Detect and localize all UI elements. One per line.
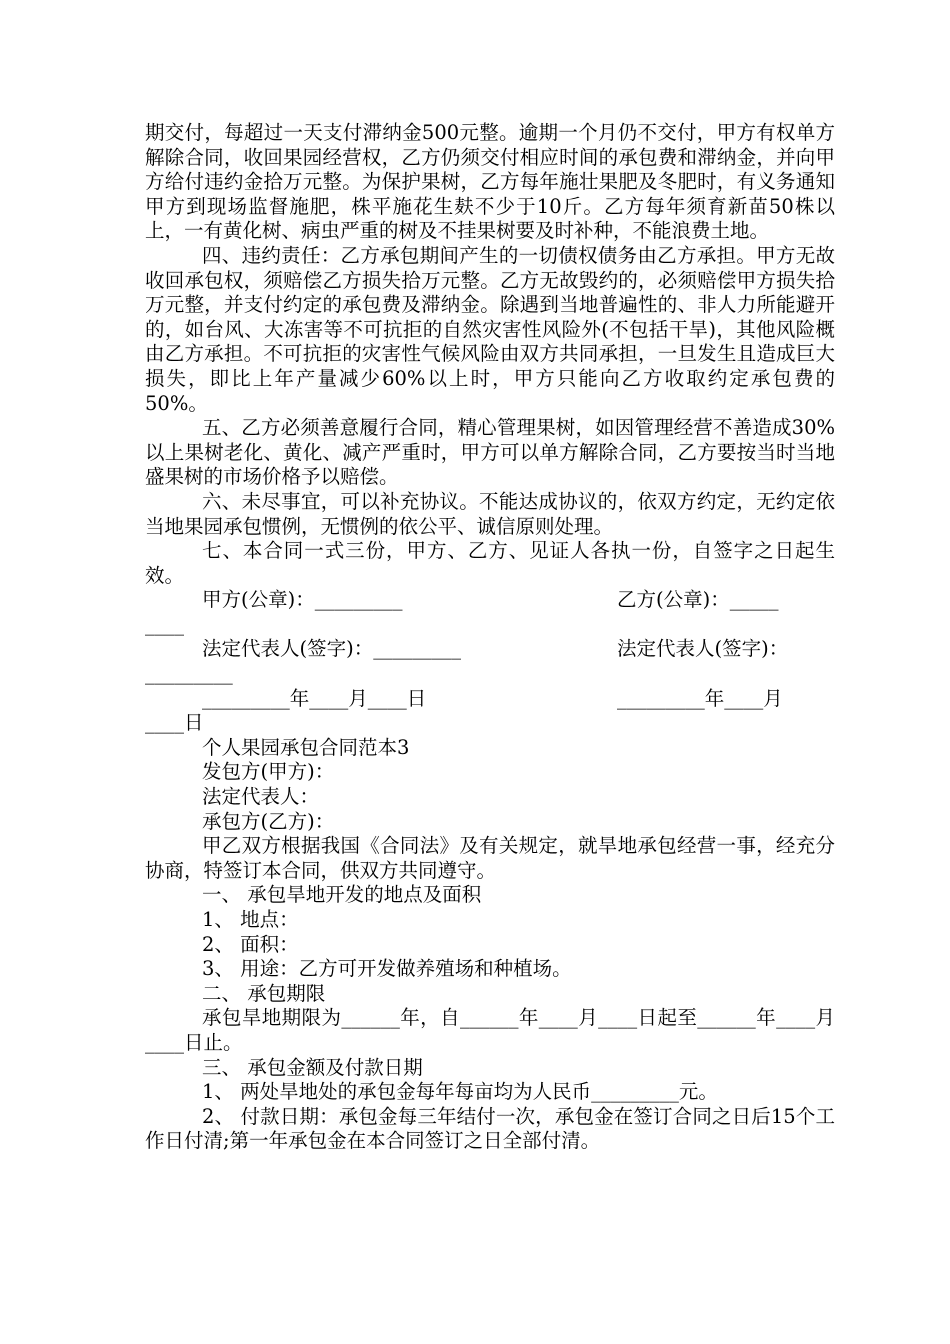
paragraph-p4: 四、违约责任：乙方承包期间产生的一切债权债务由乙方承担。甲方无故收回承包权，须赔偿乙方损失拾万元整。乙方无故毁约的，必须赔偿甲方损失拾万元整，并支付约定的承包费及滞纳金。除遇到当地普遍性的、非人力所能避开的，如台风、大冻害等不可抗拒的自然灾害性风险外(不包括干旱)，其他风险概由乙方承担。不可抗拒的灾害性气候风险由双方共同承担，一旦发生且造成巨大损失，即比上年产量减少60%以上时，甲方只能向乙方收取约定承包费的50%。 — [145, 243, 835, 415]
party-a-representative: 法定代表人(签字)：_________ — [202, 637, 461, 661]
paragraph-t3: 个人果园承包合同范本3 — [202, 735, 410, 759]
paragraph-p_cont: 期交付，每超过一天支付滞纳金500元整。逾期一个月仍不交付，甲方有权单方解除合同，收回果园经营权，乙方仍须交付相应时间的承包费和滞纳金，并向甲方给付违约金拾万元整。为保护果树，乙方每年施壮果肥及冬肥时，有义务通知甲方到现场监督施肥，株平施花生麸不少于10斤。乙方每年须育新苗50株以上，一有黄化树、病虫严重的树及不挂果树要及时补种，不能浪费土地。 — [145, 121, 835, 243]
paragraph-s3a: 1、 两处旱地处的承包金每年每亩均为人民币_________元。 — [202, 1080, 718, 1104]
paragraph-s1a: 1、 地点： — [202, 908, 299, 931]
contract-clauses — [145, 121, 835, 588]
signature-row-seal — [145, 588, 835, 613]
contract-template-3 — [145, 736, 835, 1154]
paragraph-s1b: 2、 面积： — [202, 932, 299, 956]
paragraph-cb: 承包方(乙方)： — [202, 809, 335, 833]
party-b-date: _________年____月 — [617, 686, 783, 710]
party-b-seal: 乙方(公章)：_____ — [617, 588, 779, 612]
party-b-representative-continued: _________ — [145, 662, 233, 686]
party-b-seal-continued: ____ — [145, 612, 184, 636]
signature-block — [145, 588, 835, 736]
paragraph-fb: 发包方(甲方)： — [202, 760, 335, 784]
paragraph-p5: 五、乙方必须善意履行合同，精心管理果树，如因管理经营不善造成30%以上果树老化、黄化、减产严重时，甲方可以单方解除合同，乙方要按当时当地盛果树的市场价格予以赔偿。 — [145, 416, 835, 489]
paragraph-s2a: 承包旱地期限为______年，自______年____月____日起至______年____月____日止。 — [145, 1006, 835, 1054]
paragraph-s3: 三、 承包金额及付款日期 — [202, 1055, 423, 1079]
document-page — [145, 121, 835, 1154]
paragraph-fd: 法定代表人： — [202, 785, 320, 809]
paragraph-p6: 六、未尽事宜，可以补充协议。不能达成协议的，依双方约定，无约定依当地果园承包惯例，无惯例的依公平、诚信原则处理。 — [145, 489, 835, 538]
paragraph-s1c: 3、 用途：乙方可开发做养殖场和种植场。 — [202, 957, 572, 981]
paragraph-s2: 二、 承包期限 — [202, 981, 326, 1005]
signature-row-date — [145, 687, 835, 712]
paragraph-s1: 一、 承包旱地开发的地点及面积 — [202, 883, 482, 907]
party-b-date-continued: ____日 — [145, 711, 204, 735]
party-b-representative: 法定代表人(签字)： — [617, 637, 789, 661]
paragraph-intro: 甲乙双方根据我国《合同法》及有关规定，就旱地承包经营一事，经充分协商，特签订本合同，供双方共同遵守。 — [145, 834, 835, 882]
party-a-date: _________年____月____日 — [202, 686, 427, 710]
paragraph-p7: 七、本合同一式三份，甲方、乙方、见证人各执一份，自签字之日起生效。 — [145, 539, 835, 587]
signature-row-representative — [145, 637, 835, 662]
paragraph-s3b: 2、 付款日期：承包金每三年结付一次，承包金在签订合同之日后15个工作日付清;第一年承包金在本合同签订之日全部付清。 — [145, 1104, 835, 1153]
party-a-seal: 甲方(公章)：_________ — [202, 588, 403, 612]
